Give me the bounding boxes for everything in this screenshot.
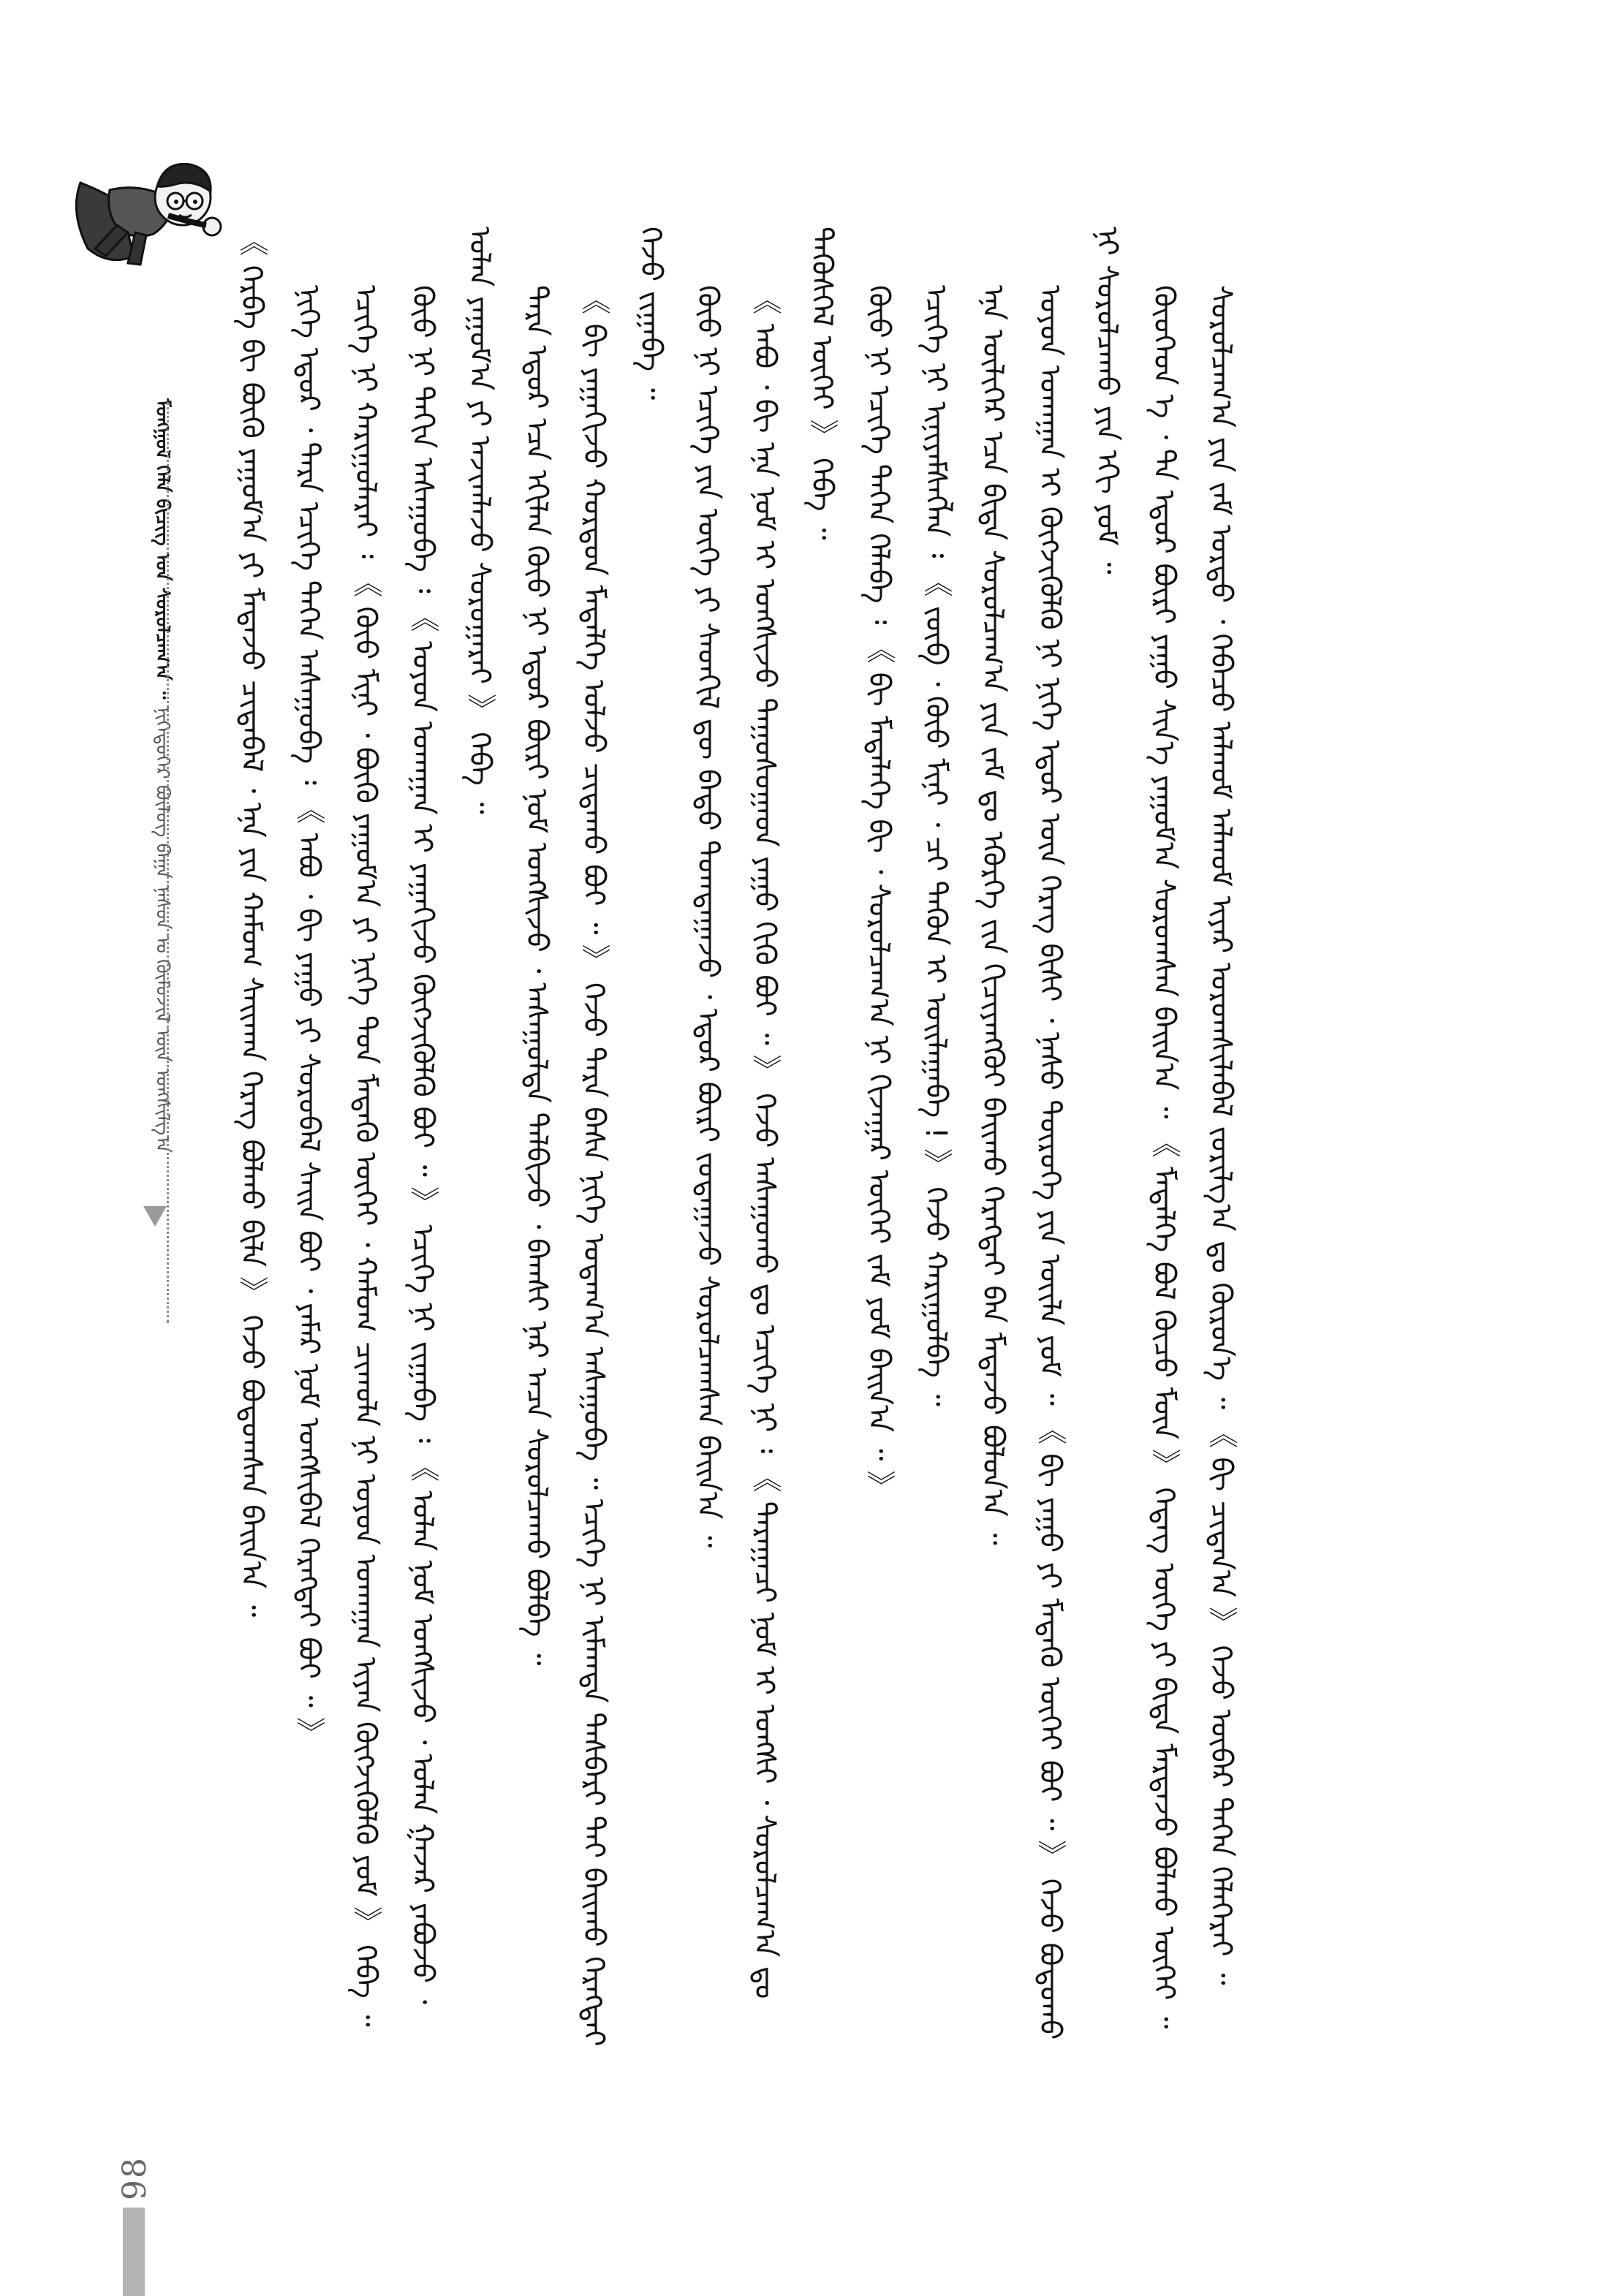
mascot-boy-illustration [66,139,227,278]
running-head-series-title: ᠮᠣᠩᠭᠣᠯ ᠬᠡᠯᠡ ᠪᠢᠴᠢᠭ ᠤᠨ ᠰᠤᠷᠤᠯᠴᠠᠭ᠎ᠠ ᠃ [151,398,173,700]
paragraph: 《 ᠪᠢ ᠶᠠᠭᠠᠬᠢᠵᠤ ᠬᠤᠷᠳᠤᠨ ᠮᠡᠳᠡᠯᠭᠡ ᠣᠯᠵᠤ ᠴᠢᠳᠠᠬᠤ ᠪᠤᠢ ᠃ 》 ᠭᠡᠵᠦ ᠲᠡᠷᠡ ᠪᠠᠰᠠ ᠨᠢᠭᠡ ᠤᠳᠠᠭ᠎ᠠ ᠠᠰᠠᠭᠤᠪᠠ ᠃ ᠡᠴᠢᠭᠡ ᠨᠢ ᠢᠮᠠᠭᠳᠠ ᠲᠡᠰᠪᠡᠷᠢ ᠲᠠᠢ ᠪᠠᠢᠬᠤ ᠬᠡᠷᠡᠭᠲᠡᠢ ᠭᠡᠵᠦ ᠵᠢᠭᠠᠪᠠ ᠃ [577,227,667,2047]
paragraph: ᠬᠦᠦ ᠨᠢ ᠳᠠᠬᠢᠨ ᠠᠰᠠᠭᠤᠪᠠ ᠄ 《 ᠣᠶᠤᠨ ᠤᠬᠠᠭᠠᠨ ᠢ ᠶᠠᠭᠠᠬᠢᠵᠤ ᠬᠥᠭᠵᠢᠭᠦᠯᠬᠦ ᠪᠤᠢ ᠃ 》 ᠡᠴᠢᠭᠡ ᠨᠢ ᠵᠢᠭᠠᠪᠠ ᠄ 《 ᠣᠯᠠᠨ ᠨᠣᠮ ᠤᠩᠰᠢᠵᠤ ᠂ ᠣᠯᠠᠨ ᠭᠠᠵᠠᠷ ᠶᠠᠪᠤᠵᠤ ᠂ ᠣᠯᠠᠨ ᠶᠠᠭᠤᠮ᠎ᠠ ᠶᠢ ᠠᠵᠢᠭᠯᠠᠵᠤ ᠰᠤᠷᠤᠭᠠᠷᠠᠢ 》 ᠭᠡᠪᠡ ᠃ [406,227,496,2004]
paragraph: ᠣᠶᠤᠨ ᠤᠬᠠᠭᠠᠨ ᠢ ᠬᠥᠭᠵᠢᠭᠦᠯᠬᠦ ᠨᠢ ᠨᠢᠭᠡ ᠡᠳᠦᠷ ᠦᠨ ᠬᠡᠷᠡᠭ ᠪᠢᠰᠢ ᠂ ᠨᠠᠰᠤ ᠲᠦᠷᠦᠭᠡ ᠶᠢᠨ ᠦᠢᠯᠡ ᠶᠤᠮ ᠃ 《 ᠪᠢ ᠶᠠᠭᠤ ᠶᠢ ᠮᠡᠳᠡᠬᠦ ᠦᠭᠡᠢ ᠪᠤᠢ ᠃ 》 ᠭᠡᠵᠦ ᠪᠣᠳᠣᠬᠤ ᠨᠢ ᠰᠤᠷᠤᠯᠴᠠᠬᠤ ᠶᠢᠨ ᠡᠬᠢ ᠶᠤᠮ ᠃ [1033,227,1124,2040]
paragraph: ᠡᠴᠢᠭᠡ ᠨᠢ ᠢᠨᠢᠶᠡᠮᠰᠡᠭᠯᠡᠨ ᠄ 《 ᠵᠦᠪ ᠂ ᠬᠦᠦ ᠮᠢᠨᠢ ᠂ ᠴᠢ ᠲᠡᠭᠦᠨ ᠢ ᠣᠢᠯᠠᠭᠠᠪᠠ ! 》 ᠭᠡᠵᠦ ᠬᠠᠷᠢᠭᠤᠯᠪᠠ ᠃ [919,285,953,1406]
running-head [140,398,184,1334]
paragraph: ᠰᠤᠷᠤᠯᠴᠠᠭ᠎ᠠ ᠶᠢᠨ ᠵᠠᠮ ᠤᠷᠲᠤ ᠂ ᠭᠡᠪᠡᠴᠦ ᠠᠯᠬᠤᠮ ᠠᠯᠬᠤᠮ ᠢᠶᠠᠷ ᠤᠷᠤᠭᠰᠢᠯᠠᠪᠠᠯ ᠵᠣᠷᠢᠯᠭ᠎ᠠ ᠳᠤ ᠬᠦᠷᠦᠨ᠎ᠡ ᠃ 《 ᠪᠢ ᠴᠢᠳᠠᠨ᠎ᠠ 》 ᠭᠡᠵᠦ ᠥᠪᠡᠷ ᠲᠡᠭᠡᠨ ᠬᠡᠯᠡᠭᠡᠷᠡᠢ ᠃ [1204,285,1238,1985]
paragraph: ᠡᠨᠡ ᠦᠯᠢᠭᠡᠷ ᠡᠴᠡ ᠪᠢᠳᠡ ᠰᠤᠷᠤᠯᠴᠠᠭ᠎ᠠ ᠶᠢᠨ ᠵᠠᠮ ᠳᠤ ᠡᠭᠦᠷᠭᠡ ᠵᠢᠨ ᠬᠢᠴᠢᠶᠡᠩᠭᠦᠢ ᠪᠠᠢᠬᠤ ᠬᠡᠷᠡᠭᠲᠡᠢ ᠪᠡᠨ ᠮᠡᠳᠡᠵᠦ ᠪᠣᠯᠤᠨ᠎ᠠ ᠃ [976,285,1010,1545]
paragraph: 《 ᠬᠡᠷᠪᠡ ᠪᠢ ᠪᠦᠬᠦ ᠶᠠᠭᠤᠮ᠎ᠠ ᠶᠢ ᠮᠡᠳᠡᠵᠦ ᠴᠢᠳᠠᠪᠠᠯ ᠂ ᠡᠨᠡ ᠶᠢᠨ ᠬᠠᠮᠤᠭ ᠰᠠᠢᠬᠠᠨ ᠬᠡᠷᠡᠭ ᠪᠣᠯᠬᠤ ᠪᠢᠯᠡ 》 ᠭᠡᠵᠦ ᠪᠣᠳᠣᠭᠰᠠᠨ ᠪᠠᠢᠨ᠎ᠠ ᠃ [235,227,268,1618]
body-text [223,227,1429,2054]
page-edge-tab [123,2208,145,2296]
dotted-divider [167,402,169,1323]
paragraph: ᠨᠢᠭᠡ ᠡᠳᠦᠷ ᠂ ᠲᠡᠷᠡ ᠡᠴᠢᠭᠡ ᠳᠡᠭᠡᠨ ᠠᠰᠠᠭᠤᠪᠠ ᠄ 《 ᠠᠪᠤ ᠂ ᠪᠢ ᠶᠠᠭᠤ ᠶᠢ ᠰᠤᠷᠤᠪᠠᠯ ᠰᠠᠢᠨ ᠪᠤᠢ ᠂ ᠶᠠᠮᠠᠷ ᠨᠣᠮ ᠤᠩᠰᠢᠪᠠᠯ ᠬᠡᠷᠡᠭᠲᠡᠢ ᠪᠤᠢ ᠃ 》 [292,285,325,1746]
paragraph: 《 ᠠᠪᠤ ᠂ ᠪᠢ ᠡᠨᠡ ᠨᠣᠮ ᠢ ᠤᠩᠰᠢᠵᠤ ᠳᠠᠭᠤᠰᠤᠭᠠᠳ ᠶᠠᠭᠤ ᠬᠢᠬᠦ ᠪᠤᠢ ᠃ 》 ᠭᠡᠵᠦ ᠠᠰᠠᠭᠤᠬᠤ ᠳᠤ ᠡᠴᠢᠭᠡ ᠨᠢ ᠄ 《 ᠳᠠᠷᠠᠭᠠᠴᠢ ᠨᠣᠮ ᠢ ᠤᠩᠰᠢ ᠂ ᠰᠤᠷᠤᠯᠴᠠᠭ᠎ᠠ ᠳᠤ ᠲᠡᠭᠦᠰᠬᠡᠯ ᠦᠭᠡᠢ 》 ᠭᠡᠪᠡ ᠃ [748,227,839,1999]
paragraph: ᠬᠦᠦ ᠨᠢ ᠡᠴᠢᠭᠡ ᠳᠡᠭᠡᠨ ᠬᠡᠯᠡᠪᠡ ᠄ 《 ᠪᠢ ᠮᠡᠳᠡᠯᠡᠭᠡ ᠪᠢ ᠂ ᠰᠤᠷᠤᠯᠴᠠᠭ᠎ᠠ ᠨᠢ ᠬᠢᠵᠠᠭᠠᠷ ᠦᠭᠡᠢ ᠵᠠᠮ ᠶᠤᠮ ᠪᠠᠢᠨ᠎ᠠ ᠃ 》 [862,285,896,1500]
triangle-marker-icon [143,1206,167,1227]
paragraph: ᠡᠴᠢᠭᠡ ᠨᠢ ᠬᠠᠷᠢᠭᠤᠯᠠᠷᠠᠢ ᠄ 《 ᠬᠦᠦ ᠮᠢᠨᠢ ᠂ ᠪᠦᠬᠦ ᠶᠠᠭᠤᠮ᠎ᠠ ᠶᠢ ᠨᠢᠭᠡ ᠳᠤᠨ ᠮᠡᠳᠡᠬᠦ ᠦᠭᠡᠢ ᠂ ᠬᠠᠮᠤᠭ ᠴᠢᠬᠤᠯᠠ ᠨᠢ ᠣᠶᠤᠨ ᠤᠬᠠᠭᠠᠨ ᠢᠶᠠᠨ ᠬᠥᠭᠵᠢᠭᠦᠯᠬᠦ ᠶᠤᠮ 》 ᠭᠡᠪᠡ ᠃ [349,285,382,2027]
paragraph: ᠲᠡᠷᠡ ᠡᠳᠦᠷ ᠡᠴᠡ ᠡᠬᠢᠯᠡᠨ ᠬᠦᠦ ᠨᠢ ᠡᠳᠦᠷ ᠪᠦᠷᠢ ᠨᠣᠮ ᠤᠩᠰᠢᠵᠤ ᠂ ᠠᠰᠠᠭᠤᠯᠲᠠ ᠲᠠᠯᠪᠢᠵᠤ ᠂ ᠪᠠᠭᠰᠢ ᠨᠠᠷ ᠠᠴᠠ ᠰᠤᠷᠤᠯᠴᠠᠬᠤ ᠪᠣᠯᠪᠠ ᠃ [520,285,553,1666]
header-strip [58,139,175,2244]
paragraph: ᠬᠦᠦ ᠨᠢ ᠡᠴᠢᠭᠡ ᠶᠢᠨ ᠦᠭᠡ ᠶᠢ ᠰᠡᠳᠬᠢᠯ ᠳᠦ ᠪᠠᠲᠤ ᠲᠣᠭᠲᠠᠭᠠᠵᠤ ᠂ ᠡᠳᠦᠷ ᠪᠦᠷᠢ ᠵᠣᠲᠠᠭᠠᠵᠤ ᠰᠤᠷᠤᠯᠴᠠᠭᠰᠠᠨ ᠪᠠᠢᠨ᠎ᠠ ᠃ [691,285,725,1548]
page-number: 98 [116,2156,154,2200]
running-head-chapter-title: ᠨᠢᠭᠡᠳᠦᠭᠡᠷ ᠪᠦᠯᠦᠭ ᠪᠠᠭᠠ ᠨᠠᠰᠤᠨ ᠤ ᠬᠦᠮᠦᠵᠢᠯ ᠦᠨ ᠤᠩᠰᠢᠯᠭ᠎ᠠ [151,705,173,1153]
paragraph: ᠬᠦᠦᠬᠡᠳ ᠡ ᠂ ᠲᠠ ᠡᠳᠦᠷ ᠪᠦᠷᠢ ᠶᠠᠭᠤ ᠰᠢᠨ᠎ᠡ ᠶᠠᠭᠤᠮ᠎ᠠ ᠰᠤᠷᠤᠭᠰᠠᠨ ᠪᠠᠢᠨ᠎ᠠ ᠃ 《 ᠮᠡᠳᠡᠯᠭᠡ ᠪᠣᠯ ᠬᠦᠴᠦ ᠮᠥᠨ 》 ᠭᠡᠳᠡᠭ ᠦᠭᠡ ᠶᠢ ᠪᠢᠳᠡ ᠮᠠᠷᠳᠠᠵᠤ ᠪᠣᠯᠬᠤ ᠦᠭᠡᠢ ᠃ [1147,285,1181,2029]
